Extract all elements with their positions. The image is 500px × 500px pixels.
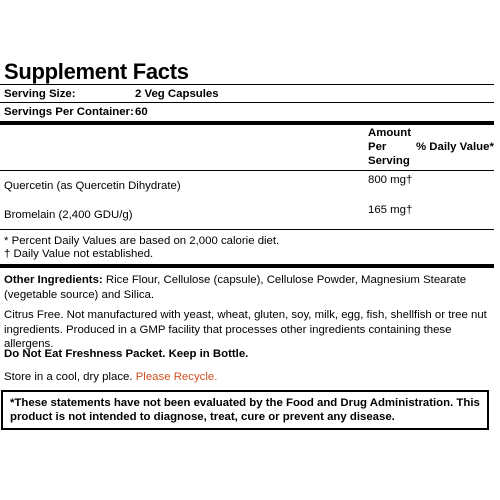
amount-header-line2: Per <box>368 141 387 153</box>
serving-size-label: Serving Size: <box>4 88 76 100</box>
amount-header-line1: Amount <box>368 127 412 139</box>
divider-thick <box>0 121 494 125</box>
recycle-text: Please Recycle. <box>135 371 218 383</box>
allergen-note: Citrus Free. Not manufactured with yeast, wheat, gluten, soy, milk, egg, fish, shellfish or tree nut ingredients. Produced in a GMP facility that processes other ingredients containing these allergens. <box>4 309 487 350</box>
other-ingredients-text: Rice Flour, Cellulose (capsule), Cellulose Powder, Magnesium Stearate (vegetable source) and Silica. <box>4 274 467 301</box>
servings-per-container-label: Servings Per Container: <box>4 106 134 118</box>
daily-value-header: % Daily Value* <box>416 141 494 153</box>
divider <box>0 102 494 103</box>
servings-per-container-value: 60 <box>135 106 148 118</box>
other-ingredients <box>4 273 484 302</box>
panel-title: Supplement Facts <box>4 59 189 84</box>
freshness-warning: Do Not Eat Freshness Packet. Keep in Bottle. <box>4 348 249 360</box>
footnote-dagger: † Daily Value not established. <box>4 248 154 260</box>
amount-header-line3: Serving <box>368 155 410 167</box>
serving-size-value: 2 Veg Capsules <box>135 88 219 100</box>
supplement-facts-panel <box>0 57 494 423</box>
storage-note <box>4 370 217 384</box>
footnote-percent: * Percent Daily Values are based on 2,000 calorie diet. <box>4 235 280 247</box>
ingredient-name: Quercetin (as Quercetin Dihydrate) <box>4 180 181 192</box>
ingredient-amount: 800 mg† <box>368 174 413 186</box>
other-ingredients-label: Other Ingredients: <box>4 274 103 286</box>
ingredient-amount: 165 mg† <box>368 204 413 216</box>
divider <box>0 229 494 230</box>
storage-text: Store in a cool, dry place. <box>4 371 136 383</box>
fda-disclaimer-text: *These statements have not been evaluated by the Food and Drug Administration. This product is not intended to diagnose, treat, cure or prevent any disease. <box>10 397 480 423</box>
divider <box>0 170 494 171</box>
divider-thick <box>0 264 494 268</box>
divider <box>0 84 494 85</box>
fda-disclaimer-box <box>1 390 489 430</box>
ingredient-name: Bromelain (2,400 GDU/g) <box>4 209 133 221</box>
